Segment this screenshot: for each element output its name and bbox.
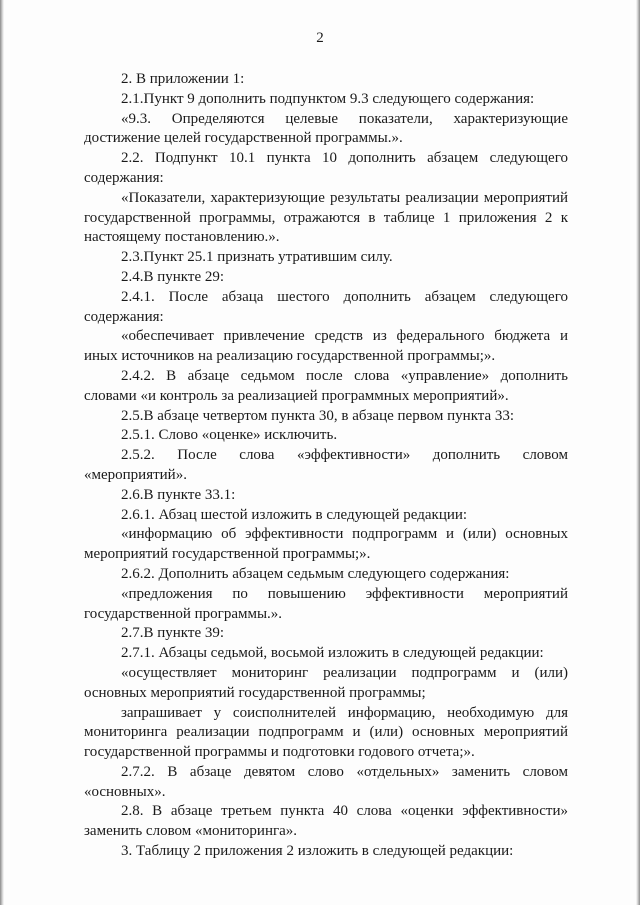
paragraph: 2.4.2. В абзаце седьмом после слова «управление» дополнить словами «и контроль за реализацией программных мероприятий». [84, 367, 568, 404]
document-body [84, 70, 568, 862]
paragraph: 2.6.1. Абзац шестой изложить в следующей редакции: [121, 506, 468, 523]
page-number: 2 [316, 30, 324, 46]
scan-edge-left [0, 0, 4, 905]
paragraph: 2.7.2. В абзаце девятом слово «отдельных» заменить словом «основных». [84, 763, 568, 800]
paragraph: 2.1.Пункт 9 дополнить подпунктом 9.3 следующего содержания: [121, 90, 535, 107]
paragraph: 2.8. В абзаце третьем пункта 40 слова «оценки эффективности» заменить словом «мониторинга». [84, 803, 568, 840]
paragraph: 2.5.1. Слово «оценке» исключить. [121, 427, 338, 444]
paragraph: 2.4.В пункте 29: [121, 268, 225, 285]
paragraph: «Показатели, характеризующие результаты реализации мероприятий государственной программы, отражаются в таблице 1 приложения 2 к настоящему постановлению.». [84, 189, 568, 246]
paragraph: «информацию об эффективности подпрограмм и (или) основных мероприятий государственной программы;». [84, 526, 568, 563]
paragraph: 2.2. Подпункт 10.1 пункта 10 дополнить абзацем следующего содержания: [84, 150, 568, 186]
paragraph: «предложения по повышению эффективности мероприятий государственной программы.». [84, 585, 568, 622]
paragraph: 2. В приложении 1: [121, 71, 245, 87]
paragraph: 2.5.2. После слова «эффективности» дополнить словом «мероприятий». [84, 447, 568, 483]
paragraph: 2.6.2. Дополнить абзацем седьмым следующего содержания: [121, 565, 510, 582]
paragraph: «9.3. Определяются целевые показатели, характеризующие достижение целей государственной программы.». [84, 110, 568, 147]
paragraph: 3. Таблицу 2 приложения 2 изложить в следующей редакции: [121, 843, 514, 860]
paragraph: «осуществляет мониторинг реализации подпрограмм и (или) основных мероприятий государственной программы; [84, 664, 568, 701]
scan-edge-right [636, 0, 640, 905]
paragraph: 2.5.В абзаце четвертом пункта 30, в абзаце первом пункта 33: [121, 407, 515, 424]
paragraph: 2.7.1. Абзацы седьмой, восьмой изложить в следующей редакции: [121, 645, 544, 662]
paragraph: запрашивает у соисполнителей информацию, необходимую для мониторинга реализации подпрограмм и (или) основных мероприятий государственной программы и подготовки годового отчета;». [84, 704, 568, 761]
paragraph: 2.7.В пункте 39: [121, 625, 225, 642]
paragraph: 2.3.Пункт 25.1 признать утратившим силу. [121, 249, 393, 266]
paragraph: «обеспечивает привлечение средств из федерального бюджета и иных источников на реализацию государственной программы;». [84, 328, 568, 365]
paragraph: 2.4.1. После абзаца шестого дополнить абзацем следующего содержания: [84, 288, 568, 325]
paragraph: 2.6.В пункте 33.1: [121, 486, 236, 503]
